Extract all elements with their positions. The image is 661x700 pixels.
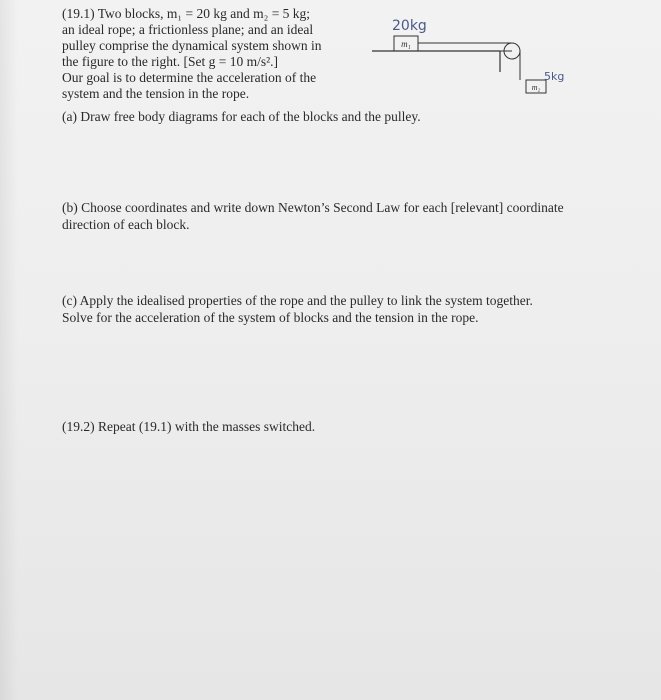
block2-mass-annotation: 5kg	[544, 70, 565, 83]
intro-line-6: system and the tension in the rope.	[62, 86, 250, 101]
problem-19-2-text: (19.2) Repeat (19.1) with the masses switched.	[62, 419, 316, 434]
block-m1-label: m₁	[401, 39, 411, 49]
part-b-line-1: (b) Choose coordinates and write down Newton’s Second Law for each [relevant] coordinate	[62, 200, 564, 215]
intro-line-4: the figure to the right. [Set g = 10 m/s².]	[62, 54, 278, 69]
block1-mass-annotation: 20kg	[392, 18, 427, 34]
intro-line-1: (19.1) Two blocks, m₁ = 20 kg and m₂ = 5 kg;	[62, 6, 311, 21]
part-c-line-2: Solve for the acceleration of the system of blocks and the tension in the rope.	[62, 310, 479, 325]
page-shadow	[0, 0, 18, 700]
intro-line-2: an ideal rope; a frictionless plane; and an ideal	[62, 22, 314, 37]
intro-line-3: pulley comprise the dynamical system shown in	[62, 38, 322, 53]
part-a-text: (a) Draw free body diagrams for each of the blocks and the pulley.	[62, 109, 421, 124]
pulley-system-figure	[372, 14, 572, 100]
part-b-line-2: direction of each block.	[62, 217, 190, 232]
block-m2-label: m₂	[531, 83, 541, 92]
part-c-line-1: (c) Apply the idealised properties of the rope and the pulley to link the system together.	[62, 293, 533, 308]
intro-line-5: Our goal is to determine the acceleration of the	[62, 70, 317, 85]
